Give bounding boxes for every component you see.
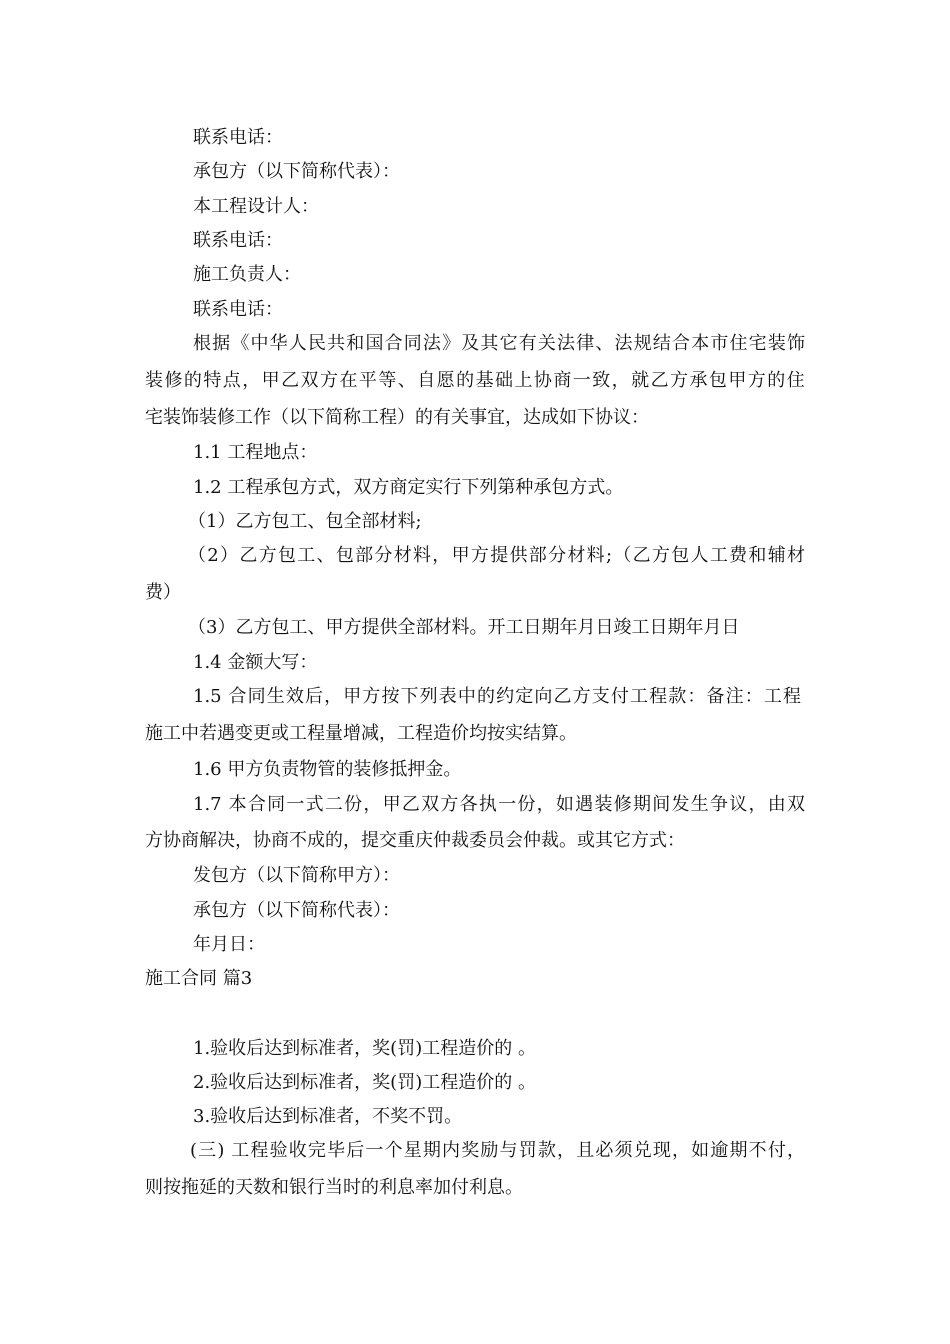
section-heading: 施工合同 篇3 (145, 968, 253, 989)
date-line: 年月日： (193, 934, 265, 955)
clause-1-6: 1.6 甲方负责物管的装修抵押金。 (193, 759, 462, 780)
clause-1-1: 1.1 工程地点： (193, 442, 318, 463)
reward-penalty-clause-continued: 则按拖延的天数和银行当时的利息率加付利息。 (145, 1177, 523, 1198)
clause-1-7-continued: 方协商解决，协商不成的，提交重庆仲裁委员会仲裁。或其它方式： (145, 830, 685, 851)
reward-penalty-clause: (三) 工程验收完毕后一个星期内奖励与罚款，且必须兑现，如逾期不付， (190, 1140, 805, 1161)
option-3: （3）乙方包工、甲方提供全部材料。开工日期年月日竣工日期年月日 (188, 617, 740, 638)
contact-phone-line: 联系电话： (193, 230, 283, 251)
contact-phone-line: 联系电话： (193, 127, 283, 148)
designer-line: 本工程设计人： (193, 196, 319, 217)
preamble-line: 装修的特点，甲乙双方在平等、自愿的基础上协商一致，就乙方承包甲方的住 (145, 370, 805, 391)
contractor-line: 承包方（以下简称代表）： (193, 161, 400, 182)
clause-1-7: 1.7 本合同一式二份，甲乙双方各执一份，如遇装修期间发生争议，由双 (193, 794, 805, 815)
option-2: （2）乙方包工、包部分材料，甲方提供部分材料;（乙方包人工费和辅材 (188, 545, 805, 566)
construction-manager-line: 施工负责人： (193, 264, 301, 285)
preamble-line: 根据《中华人民共和国合同法》及其它有关法律、法规结合本市住宅装饰 (193, 333, 805, 354)
contractor-signature-line: 承包方（以下简称代表）： (193, 900, 400, 921)
acceptance-item-1: 1.验收后达到标准者，奖(罚)工程造价的 。 (193, 1038, 536, 1059)
employer-signature-line: 发包方（以下简称甲方）： (193, 865, 400, 886)
option-1: （1）乙方包工、包全部材料; (188, 511, 422, 532)
clause-1-5: 1.5 合同生效后，甲方按下列表中的约定向乙方支付工程款：备注：工程 (193, 686, 801, 707)
clause-1-4: 1.4 金额大写： (193, 652, 318, 673)
acceptance-item-3: 3.验收后达到标准者，不奖不罚。 (193, 1106, 463, 1127)
option-2-continued: 费） (145, 582, 181, 603)
clause-1-2: 1.2 工程承包方式，双方商定实行下列第种承包方式。 (193, 477, 624, 498)
preamble-line: 宅装饰装修工作（以下简称工程）的有关事宜，达成如下协议： (145, 407, 649, 428)
clause-1-5-continued: 施工中若遇变更或工程量增减，工程造价均按实结算。 (145, 723, 577, 744)
contact-phone-line: 联系电话： (193, 299, 283, 320)
acceptance-item-2: 2.验收后达到标准者，奖(罚)工程造价的 。 (193, 1072, 536, 1093)
